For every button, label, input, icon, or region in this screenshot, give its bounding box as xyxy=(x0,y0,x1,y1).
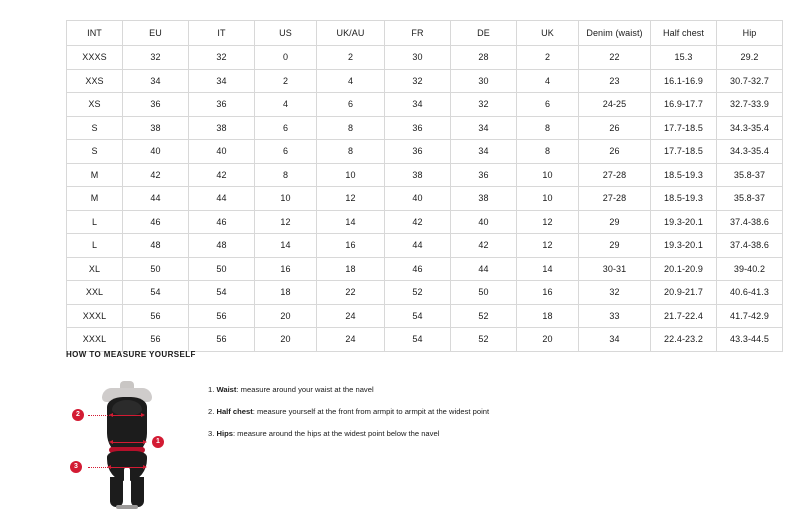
cell-it: 44 xyxy=(189,187,255,211)
cell-int: XXL xyxy=(67,281,123,305)
cell-int: M xyxy=(67,187,123,211)
mannequin-illustration xyxy=(96,381,158,509)
cell-int: XL xyxy=(67,257,123,281)
cell-uk: 12 xyxy=(517,210,579,234)
cell-uk-au: 18 xyxy=(317,257,385,281)
cell-uk: 2 xyxy=(517,46,579,70)
cell-de: 34 xyxy=(451,140,517,164)
cell-hip: 37.4-38.6 xyxy=(717,210,783,234)
cell-hip: 40.6-41.3 xyxy=(717,281,783,305)
cell-uk: 8 xyxy=(517,140,579,164)
cell-de: 34 xyxy=(451,116,517,140)
table-row xyxy=(67,328,783,352)
cell-denim-waist: 32 xyxy=(579,281,651,305)
cell-eu: 54 xyxy=(123,281,189,305)
column-header-eu: EU xyxy=(123,21,189,46)
measure-step-hips xyxy=(208,429,489,438)
cell-us: 14 xyxy=(255,234,317,258)
cell-denim-waist: 26 xyxy=(579,116,651,140)
mannequin-leg-gap xyxy=(124,467,130,483)
cell-uk: 10 xyxy=(517,163,579,187)
cell-fr: 36 xyxy=(385,116,451,140)
hips-measure-arrow-icon xyxy=(110,467,144,468)
cell-hip: 32.7-33.9 xyxy=(717,93,783,117)
measurement-figure xyxy=(66,373,186,513)
step-2-number: 2. xyxy=(208,407,215,417)
cell-denim-waist: 27-28 xyxy=(579,187,651,211)
cell-denim-waist: 29 xyxy=(579,210,651,234)
column-header-int: INT xyxy=(67,21,123,46)
cell-hip: 29.2 xyxy=(717,46,783,70)
cell-de: 50 xyxy=(451,281,517,305)
cell-it: 34 xyxy=(189,69,255,93)
marker-1-waist: 1 xyxy=(152,436,164,448)
cell-it: 32 xyxy=(189,46,255,70)
column-header-denim-waist: Denim (waist) xyxy=(579,21,651,46)
cell-eu: 32 xyxy=(123,46,189,70)
cell-half-chest: 19.3-20.1 xyxy=(651,210,717,234)
cell-de: 28 xyxy=(451,46,517,70)
cell-hip: 30.7-32.7 xyxy=(717,69,783,93)
cell-denim-waist: 22 xyxy=(579,46,651,70)
cell-uk-au: 8 xyxy=(317,140,385,164)
cell-it: 50 xyxy=(189,257,255,281)
cell-fr: 36 xyxy=(385,140,451,164)
cell-eu: 42 xyxy=(123,163,189,187)
cell-us: 4 xyxy=(255,93,317,117)
cell-uk-au: 10 xyxy=(317,163,385,187)
cell-it: 54 xyxy=(189,281,255,305)
cell-half-chest: 16.1-16.9 xyxy=(651,69,717,93)
cell-hip: 37.4-38.6 xyxy=(717,234,783,258)
cell-uk-au: 8 xyxy=(317,116,385,140)
cell-us: 2 xyxy=(255,69,317,93)
half-chest-measure-arrow-icon xyxy=(112,415,142,416)
cell-int: L xyxy=(67,234,123,258)
cell-hip: 35.8-37 xyxy=(717,187,783,211)
cell-int: S xyxy=(67,140,123,164)
measure-instructions-list xyxy=(208,373,489,451)
cell-half-chest: 20.9-21.7 xyxy=(651,281,717,305)
column-header-it: IT xyxy=(189,21,255,46)
cell-eu: 50 xyxy=(123,257,189,281)
cell-half-chest: 15.3 xyxy=(651,46,717,70)
hips-leader-line xyxy=(88,467,110,468)
cell-uk: 20 xyxy=(517,328,579,352)
cell-de: 38 xyxy=(451,187,517,211)
cell-int: XXXL xyxy=(67,304,123,328)
cell-us: 12 xyxy=(255,210,317,234)
cell-uk: 18 xyxy=(517,304,579,328)
cell-hip: 43.3-44.5 xyxy=(717,328,783,352)
cell-it: 56 xyxy=(189,328,255,352)
cell-uk-au: 4 xyxy=(317,69,385,93)
column-header-de: DE xyxy=(451,21,517,46)
cell-de: 42 xyxy=(451,234,517,258)
how-to-measure-section xyxy=(66,350,766,513)
how-to-measure-title: HOW TO MEASURE YOURSELF xyxy=(66,350,196,359)
cell-half-chest: 20.1-20.9 xyxy=(651,257,717,281)
cell-de: 52 xyxy=(451,304,517,328)
cell-denim-waist: 34 xyxy=(579,328,651,352)
cell-uk: 6 xyxy=(517,93,579,117)
table-row xyxy=(67,93,783,117)
cell-int: XS xyxy=(67,93,123,117)
table-row xyxy=(67,163,783,187)
cell-uk-au: 14 xyxy=(317,210,385,234)
cell-fr: 44 xyxy=(385,234,451,258)
step-3-text: : measure around the hips at the widest point below the navel xyxy=(232,429,440,439)
cell-hip: 34.3-35.4 xyxy=(717,116,783,140)
cell-de: 32 xyxy=(451,93,517,117)
cell-half-chest: 19.3-20.1 xyxy=(651,234,717,258)
cell-it: 42 xyxy=(189,163,255,187)
table-row xyxy=(67,116,783,140)
cell-fr: 40 xyxy=(385,187,451,211)
cell-us: 18 xyxy=(255,281,317,305)
table-row xyxy=(67,69,783,93)
step-1-number: 1. xyxy=(208,385,215,394)
table-row xyxy=(67,187,783,211)
column-header-hip: Hip xyxy=(717,21,783,46)
cell-uk-au: 22 xyxy=(317,281,385,305)
cell-it: 38 xyxy=(189,116,255,140)
column-header-us: US xyxy=(255,21,317,46)
step-1-term: Waist xyxy=(216,385,237,394)
cell-uk: 4 xyxy=(517,69,579,93)
table-row xyxy=(67,46,783,70)
table-row xyxy=(67,304,783,328)
column-header-half-chest: Half chest xyxy=(651,21,717,46)
cell-uk: 10 xyxy=(517,187,579,211)
cell-half-chest: 18.5-19.3 xyxy=(651,187,717,211)
cell-us: 20 xyxy=(255,328,317,352)
cell-uk: 12 xyxy=(517,234,579,258)
mannequin-right-leg xyxy=(131,477,144,507)
cell-it: 36 xyxy=(189,93,255,117)
cell-uk-au: 12 xyxy=(317,187,385,211)
waist-measure-arrow-icon xyxy=(112,442,144,443)
cell-eu: 56 xyxy=(123,328,189,352)
cell-int: M xyxy=(67,163,123,187)
step-2-text: : measure yourself at the front from armpit to armpit at the widest point xyxy=(252,407,490,417)
cell-it: 46 xyxy=(189,210,255,234)
half-chest-leader-line xyxy=(88,415,112,416)
cell-int: XXXL xyxy=(67,328,123,352)
size-conversion-table xyxy=(66,20,783,352)
measure-step-half-chest xyxy=(208,407,489,416)
cell-denim-waist: 30-31 xyxy=(579,257,651,281)
measure-step-waist xyxy=(208,385,489,394)
cell-int: XXS xyxy=(67,69,123,93)
column-header-uk-au: UK/AU xyxy=(317,21,385,46)
cell-de: 40 xyxy=(451,210,517,234)
cell-half-chest: 16.9-17.7 xyxy=(651,93,717,117)
cell-fr: 32 xyxy=(385,69,451,93)
cell-hip: 41.7-42.9 xyxy=(717,304,783,328)
cell-int: L xyxy=(67,210,123,234)
mannequin-torso xyxy=(107,397,147,453)
cell-half-chest: 22.4-23.2 xyxy=(651,328,717,352)
cell-denim-waist: 29 xyxy=(579,234,651,258)
mannequin-left-leg xyxy=(110,477,123,507)
cell-fr: 52 xyxy=(385,281,451,305)
table-row xyxy=(67,257,783,281)
table-row xyxy=(67,210,783,234)
marker-3-hips: 3 xyxy=(70,461,82,473)
cell-half-chest: 17.7-18.5 xyxy=(651,140,717,164)
cell-fr: 34 xyxy=(385,93,451,117)
cell-fr: 46 xyxy=(385,257,451,281)
step-3-number: 3. xyxy=(208,429,215,439)
cell-fr: 54 xyxy=(385,304,451,328)
cell-us: 20 xyxy=(255,304,317,328)
cell-hip: 39-40.2 xyxy=(717,257,783,281)
cell-uk: 14 xyxy=(517,257,579,281)
cell-uk-au: 24 xyxy=(317,328,385,352)
cell-hip: 34.3-35.4 xyxy=(717,140,783,164)
cell-de: 52 xyxy=(451,328,517,352)
cell-half-chest: 21.7-22.4 xyxy=(651,304,717,328)
cell-uk: 16 xyxy=(517,281,579,305)
cell-it: 56 xyxy=(189,304,255,328)
step-1-text: : measure around your waist at the navel xyxy=(236,385,374,394)
step-3-term: Hips xyxy=(216,429,233,439)
cell-eu: 44 xyxy=(123,187,189,211)
cell-fr: 38 xyxy=(385,163,451,187)
cell-hip: 35.8-37 xyxy=(717,163,783,187)
cell-fr: 42 xyxy=(385,210,451,234)
column-header-fr: FR xyxy=(385,21,451,46)
table-body xyxy=(67,46,783,352)
size-chart-container xyxy=(66,20,769,352)
cell-half-chest: 18.5-19.3 xyxy=(651,163,717,187)
cell-de: 30 xyxy=(451,69,517,93)
table-header-row xyxy=(67,21,783,46)
column-header-uk: UK xyxy=(517,21,579,46)
cell-denim-waist: 27-28 xyxy=(579,163,651,187)
table-row xyxy=(67,140,783,164)
cell-fr: 54 xyxy=(385,328,451,352)
how-to-measure-body xyxy=(66,373,766,513)
marker-2-half-chest: 2 xyxy=(72,409,84,421)
cell-eu: 34 xyxy=(123,69,189,93)
cell-de: 44 xyxy=(451,257,517,281)
cell-denim-waist: 24-25 xyxy=(579,93,651,117)
cell-denim-waist: 33 xyxy=(579,304,651,328)
cell-eu: 40 xyxy=(123,140,189,164)
cell-uk-au: 16 xyxy=(317,234,385,258)
cell-uk-au: 6 xyxy=(317,93,385,117)
cell-int: XXXS xyxy=(67,46,123,70)
cell-uk-au: 24 xyxy=(317,304,385,328)
cell-int: S xyxy=(67,116,123,140)
cell-de: 36 xyxy=(451,163,517,187)
cell-uk: 8 xyxy=(517,116,579,140)
cell-it: 40 xyxy=(189,140,255,164)
cell-eu: 46 xyxy=(123,210,189,234)
table-row xyxy=(67,234,783,258)
cell-eu: 36 xyxy=(123,93,189,117)
cell-it: 48 xyxy=(189,234,255,258)
cell-us: 6 xyxy=(255,116,317,140)
mannequin-stand xyxy=(116,505,138,509)
step-2-term: Half chest xyxy=(216,407,253,417)
table-row xyxy=(67,281,783,305)
cell-eu: 56 xyxy=(123,304,189,328)
cell-us: 10 xyxy=(255,187,317,211)
cell-uk-au: 2 xyxy=(317,46,385,70)
cell-us: 16 xyxy=(255,257,317,281)
cell-half-chest: 17.7-18.5 xyxy=(651,116,717,140)
table-header xyxy=(67,21,783,46)
cell-us: 6 xyxy=(255,140,317,164)
cell-denim-waist: 26 xyxy=(579,140,651,164)
cell-eu: 38 xyxy=(123,116,189,140)
cell-fr: 30 xyxy=(385,46,451,70)
cell-us: 0 xyxy=(255,46,317,70)
cell-us: 8 xyxy=(255,163,317,187)
cell-eu: 48 xyxy=(123,234,189,258)
cell-denim-waist: 23 xyxy=(579,69,651,93)
